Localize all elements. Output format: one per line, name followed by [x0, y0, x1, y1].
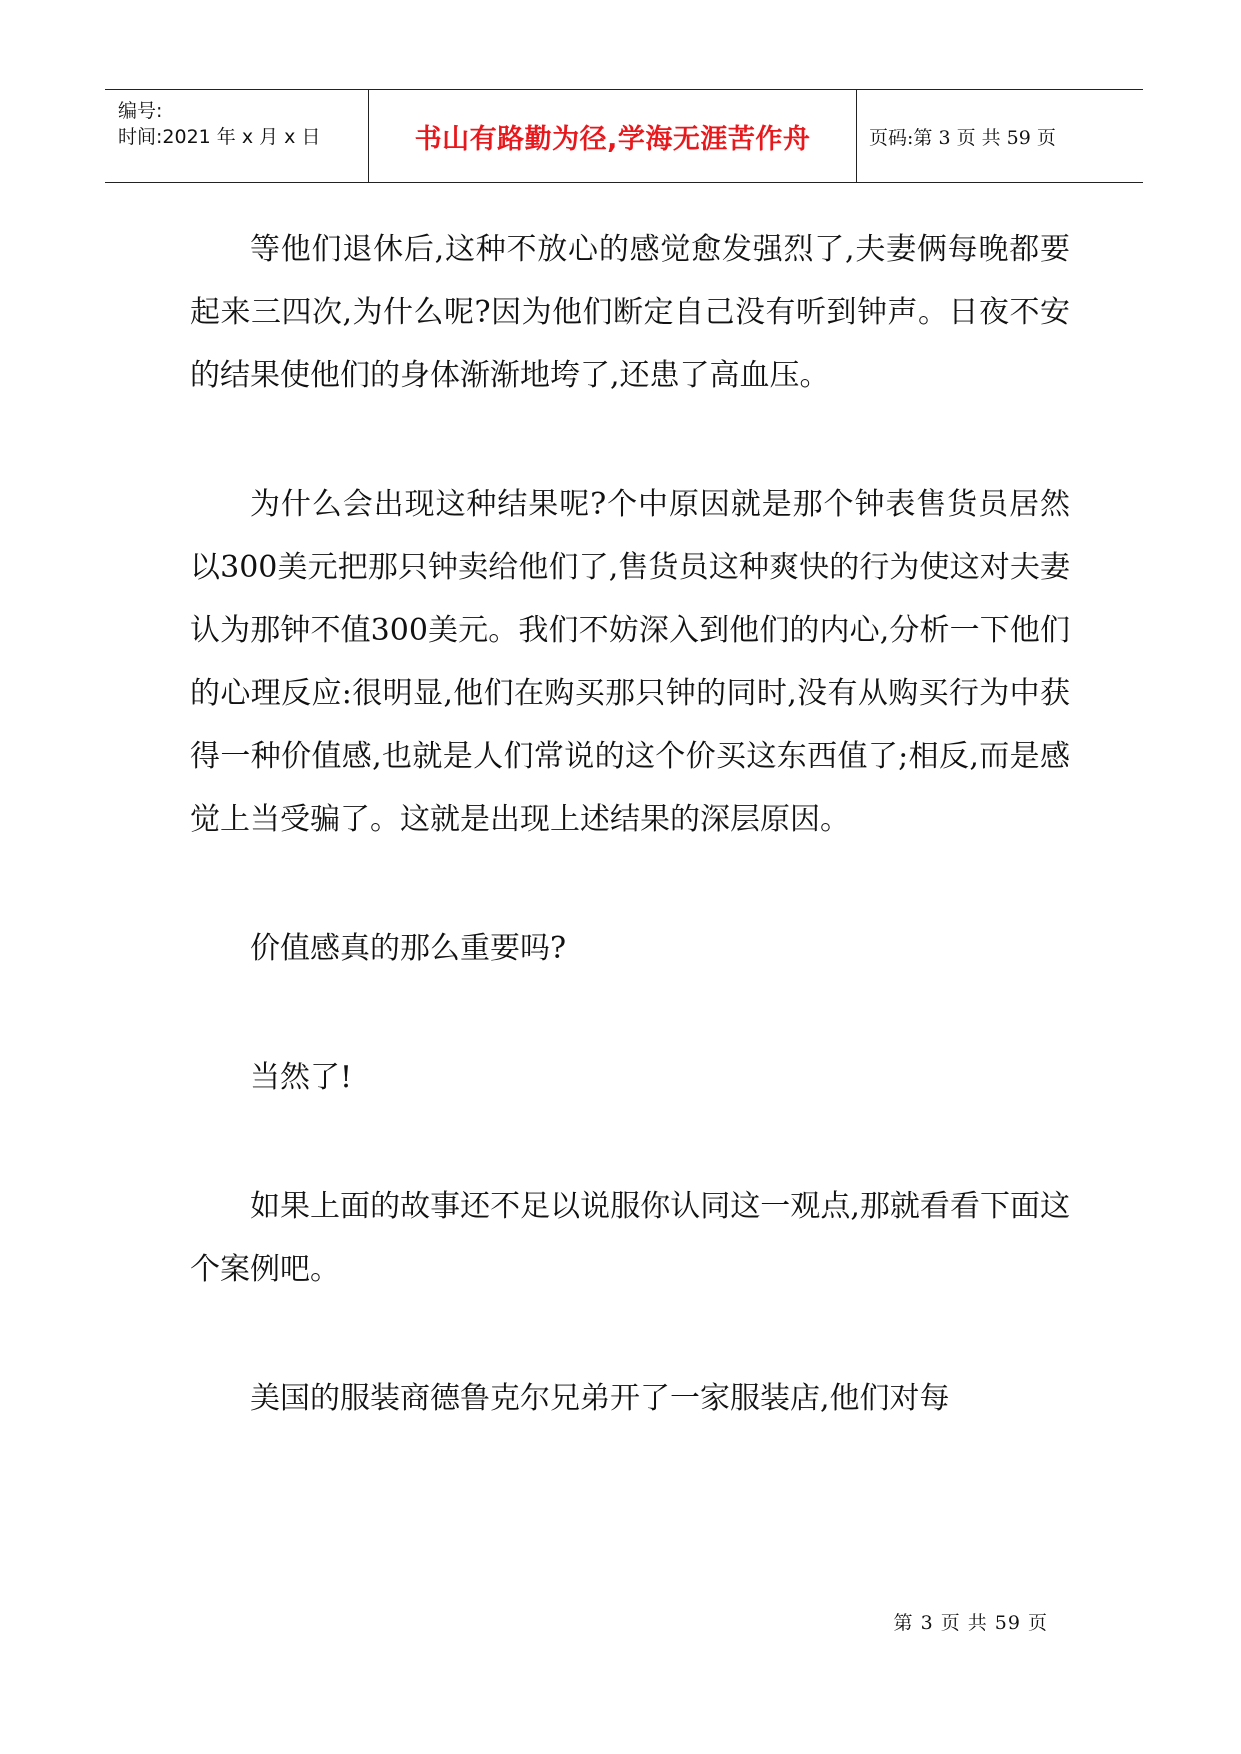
- paragraph: 为什么会出现这种结果呢?个中原因就是那个钟表售货员居然以300美元把那只钟卖给他们了,售货员这种爽快的行为使这对夫妻认为那钟不值300美元。我们不妨深入到他们的内心,分析一下他们的心理反应:很明显,他们在购买那只钟的同时,没有从购买行为中获得一种价值感,也就是人们常说的这个价买这东西值了;相反,而是感觉上当受骗了。这就是出现上述结果的深层原因。: [190, 487, 1070, 837]
- header-page-code: 页码:第 3 页 共 59 页: [869, 126, 1056, 149]
- header-motto: 书山有路勤为径,学海无涯苦作舟: [414, 123, 811, 155]
- document-body: [190, 218, 1070, 1430]
- page-header: [105, 89, 1143, 183]
- document-number-label: 编号:: [118, 100, 163, 122]
- page-footer: 第 3 页 共 59 页: [893, 1612, 1048, 1634]
- document-date: 时间:2021 年 x 月 x 日: [118, 126, 321, 148]
- paragraph: 价值感真的那么重要吗?: [250, 931, 567, 966]
- paragraph: 美国的服装商德鲁克尔兄弟开了一家服装店,他们对每: [250, 1381, 950, 1416]
- header-meta-cell: [105, 90, 369, 182]
- paragraph: 如果上面的故事还不足以说服你认同这一观点,那就看看下面这个案例吧。: [190, 1189, 1070, 1287]
- header-page-cell: [857, 90, 1143, 182]
- paragraph: 当然了!: [250, 1060, 353, 1095]
- header-motto-cell: [369, 90, 857, 182]
- paragraph: 等他们退休后,这种不放心的感觉愈发强烈了,夫妻俩每晚都要起来三四次,为什么呢?因为他们断定自己没有听到钟声。日夜不安的结果使他们的身体渐渐地垮了,还患了高血压。: [190, 232, 1070, 393]
